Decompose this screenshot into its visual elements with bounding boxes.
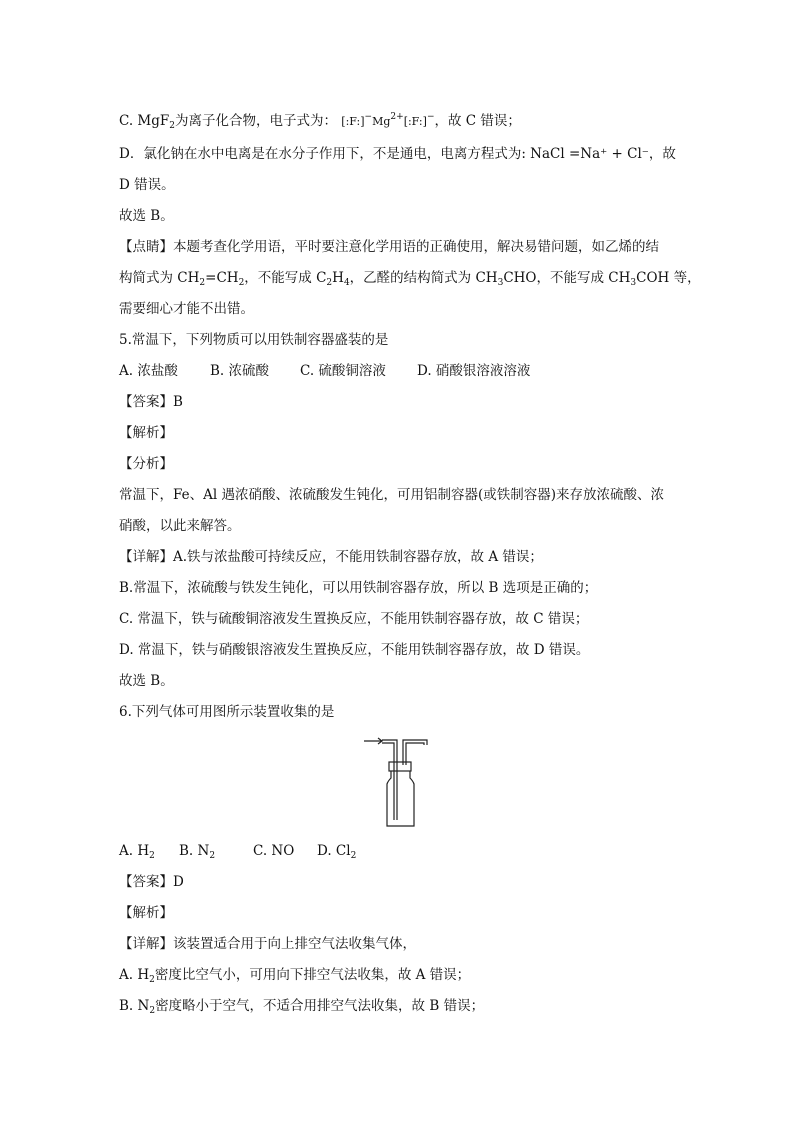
analysis-text: 硝酸，以此来解答。: [119, 518, 241, 534]
electron-formula: [341, 108, 434, 131]
text: 构简式为 CH: [119, 270, 200, 286]
detail-intro: 【详解】该装置适合用于向上排空气法收集气体，: [119, 936, 416, 952]
fluoride-ion: [:F:]: [341, 115, 365, 128]
option-c-explanation: [119, 108, 521, 135]
option-d: [317, 842, 356, 865]
conclusion: 故选 B。: [119, 673, 174, 689]
subscript: 3: [630, 278, 637, 288]
option-a: A. 浓盐酸: [119, 363, 178, 379]
charge: −: [364, 112, 373, 122]
option-d: D. 硝酸银溶液溶液: [417, 363, 531, 379]
option-b: B. 浓硫酸: [210, 363, 270, 379]
magnesium-ion: Mg: [372, 115, 391, 128]
question-5-options: [119, 362, 530, 380]
text: ，乙醛的结构简式为 CH: [349, 270, 498, 286]
subscript: 2: [326, 278, 333, 288]
note-paragraph-formulas: [119, 269, 701, 292]
detail-d: D. 常温下，铁与硝酸银溶液发生置换反应，不能用铁制容器存放，故 D 错误。: [119, 642, 590, 658]
fluoride-ion: [:F:]: [403, 115, 427, 128]
subscript: 2: [238, 278, 245, 288]
subscript: 2: [149, 1006, 156, 1016]
text: H: [332, 270, 344, 286]
text: B. N: [119, 998, 150, 1014]
subscript: 2: [350, 851, 357, 861]
text: C. MgF: [119, 113, 170, 129]
detail-c: C. 常温下，铁与硫酸铜溶液发生置换反应，不能用铁制容器存放，故 C 错误；: [119, 611, 589, 627]
answer-label: 【答案】D: [119, 874, 184, 890]
text-line: D 错误。: [119, 177, 175, 193]
text: =CH: [205, 270, 239, 286]
text: ，不能写成 C: [244, 270, 327, 286]
charge: −: [426, 112, 435, 122]
subscript: 2: [199, 278, 206, 288]
subscript: 2: [169, 121, 175, 131]
subscript: 4: [343, 278, 350, 288]
question-6-options: [119, 842, 356, 865]
text: COH 等，: [636, 270, 701, 286]
option-d-explanation: D．氯化钠在水中电离是在水分子作用下，不是通电，电离方程式为: NaCl =Na⁺ + Cl⁻，故: [119, 146, 676, 162]
analysis-text: 常温下，Fe、Al 遇浓硝酸、浓硫酸发生钝化，可用铝制容器(或铁制容器)来存放浓硫酸、浓: [119, 487, 665, 503]
text: D. Cl: [317, 843, 351, 859]
note-paragraph: 【点睛】本题考查化学用语，平时要注意化学用语的正确使用，解决易错问题，如乙烯的结: [119, 239, 659, 255]
subscript: 2: [209, 851, 216, 861]
detail-b: [119, 997, 484, 1020]
analysis-label: 【解析】: [119, 905, 173, 921]
text: 密度略小于空气，不适合用排空气法收集，故 B 错误；: [155, 998, 485, 1014]
subscript: 2: [149, 851, 155, 861]
option-a: [119, 842, 179, 865]
detail-b: B.常温下，浓硫酸与铁发生钝化，可以用铁制容器存放，所以 B 选项是正确的；: [119, 580, 598, 596]
question-6: 6.下列气体可用图所示装置收集的是: [119, 704, 335, 720]
detail-a: 【详解】A.铁与浓盐酸可持续反应，不能用铁制容器存放，故 A 错误；: [119, 549, 543, 565]
answer-label: 【答案】B: [119, 394, 183, 410]
subscript: 2: [149, 975, 155, 985]
analysis-sub-label: 【分析】: [119, 456, 173, 472]
text: CHO，不能写成 CH: [503, 270, 631, 286]
gas-collecting-bottle-icon: [360, 735, 440, 830]
conclusion: 故选 B。: [119, 208, 174, 224]
analysis-label: 【解析】: [119, 425, 173, 441]
subscript: 3: [497, 278, 504, 288]
option-c: C. 硫酸铜溶液: [300, 363, 386, 379]
option-b: [179, 842, 253, 865]
text: 密度比空气小，可用向下排空气法收集，故 A 错误；: [154, 967, 471, 983]
text-line: 需要细心才能不出错。: [119, 301, 254, 317]
text: A. H: [119, 843, 150, 859]
charge: 2+: [390, 112, 404, 122]
text: B. N: [179, 843, 210, 859]
text: 为离子化合物，电子式为：: [175, 113, 337, 129]
text: ，故 C 错误；: [434, 113, 521, 129]
detail-a: [119, 966, 470, 989]
text: A. H: [119, 967, 150, 983]
option-c: C. NO: [253, 843, 295, 859]
question-5: 5.常温下，下列物质可以用铁制容器盛装的是: [119, 332, 389, 348]
